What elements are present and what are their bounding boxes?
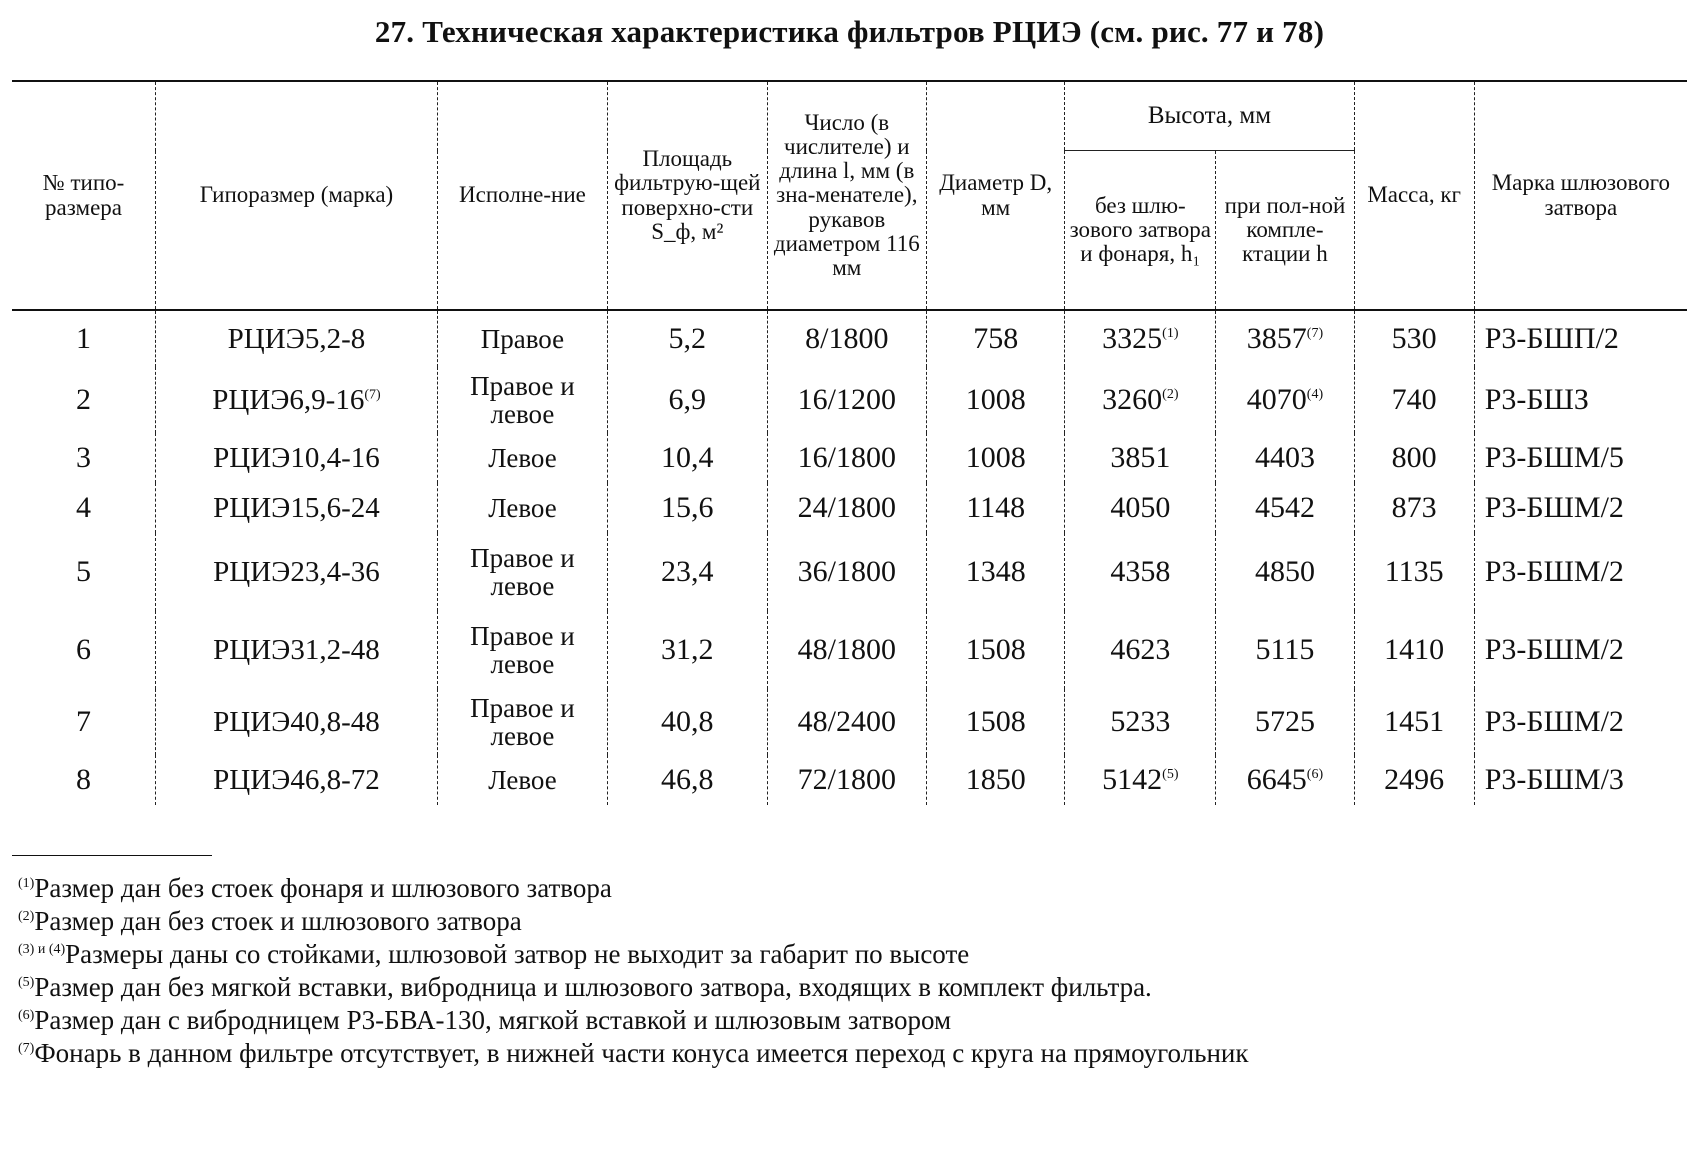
footnote-ref: (6) (1306, 767, 1324, 783)
cell-h1: 5233 (1065, 689, 1216, 755)
footnote-ref: (4) (1306, 387, 1324, 403)
cell-count: 16/1800 (767, 433, 927, 483)
cell-area: 6,9 (608, 367, 768, 433)
filter-spec-table (12, 80, 1687, 805)
cell-area: 5,2 (608, 310, 768, 367)
cell-count: 48/2400 (767, 689, 927, 755)
cell-gate: Р3-БШМ/2 (1474, 611, 1687, 689)
footnote-text: Фонарь в данном фильтре отсутствует, в нижней части конуса имеется переход с круга на прямоугольник (34, 1038, 1249, 1068)
cell-count: 48/1800 (767, 611, 927, 689)
header-diameter: Диаметр D, мм (927, 81, 1065, 310)
footnote-text: Размер дан без стоек фонаря и шлюзового затвора (34, 873, 612, 903)
header-area: Площадь фильтрую-щей поверхно-сти S_ф, м² (608, 81, 768, 310)
cell-mass: 1135 (1354, 533, 1474, 611)
cell-h-value: 6645 (1246, 763, 1307, 797)
footnote-divider (12, 855, 212, 856)
cell-type: РЦИЭ23,4-36 (156, 533, 438, 611)
cell-mass: 740 (1354, 367, 1474, 433)
cell-exec: Правое (437, 310, 607, 367)
cell-count: 8/1800 (767, 310, 927, 367)
cell-h-value: 4070 (1246, 383, 1307, 417)
cell-num: 3 (76, 441, 92, 475)
footnote (18, 905, 1678, 938)
cell-h1 (1065, 367, 1216, 433)
footnote (18, 1004, 1678, 1037)
cell-gate: Р3-БШЗ (1474, 367, 1687, 433)
footnote (18, 872, 1678, 905)
cell-gate: Р3-БШМ/2 (1474, 483, 1687, 533)
cell-gate: Р3-БШМ/5 (1474, 433, 1687, 483)
footnote-ref: (5) (1162, 767, 1179, 783)
cell-gate: Р3-БШП/2 (1474, 310, 1687, 367)
cell-h (1216, 367, 1354, 433)
cell-h1: 3851 (1065, 433, 1216, 483)
cell-diameter: 1008 (927, 367, 1065, 433)
cell-type: РЦИЭ40,8-48 (156, 689, 438, 755)
cell-diameter: 758 (927, 310, 1065, 367)
cell-area: 46,8 (608, 755, 768, 805)
footnote-ref: (1) (1162, 326, 1179, 342)
cell-h: 4542 (1216, 483, 1354, 533)
footnote-mark: (7) (18, 1041, 35, 1056)
cell-type-value: РЦИЭ6,9-16 (212, 383, 365, 416)
cell-type (156, 367, 438, 433)
footnote (18, 938, 1678, 971)
cell-mass: 873 (1354, 483, 1474, 533)
cell-area: 10,4 (608, 433, 768, 483)
table-row (12, 689, 1687, 755)
cell-type: РЦИЭ46,8-72 (156, 755, 438, 805)
header-exec: Исполне-ние (437, 81, 607, 310)
table-row (12, 611, 1687, 689)
cell-h1 (1065, 755, 1216, 805)
cell-mass: 530 (1354, 310, 1474, 367)
cell-gate: Р3-БШМ/2 (1474, 533, 1687, 611)
table-row (12, 755, 1687, 805)
cell-h1: 4358 (1065, 533, 1216, 611)
cell-exec: Левое (437, 755, 607, 805)
footnote-mark: (2) (18, 909, 35, 924)
cell-type: РЦИЭ15,6-24 (156, 483, 438, 533)
cell-area: 31,2 (608, 611, 768, 689)
cell-exec: Правое и левое (437, 611, 607, 689)
header-num: № типо-размера (12, 81, 156, 310)
cell-h: 5115 (1216, 611, 1354, 689)
cell-diameter: 1850 (927, 755, 1065, 805)
table-row (12, 483, 1687, 533)
footnote-ref: (7) (364, 387, 381, 403)
footnote (18, 1037, 1678, 1070)
cell-h1: 4050 (1065, 483, 1216, 533)
cell-diameter: 1508 (927, 611, 1065, 689)
cell-count: 24/1800 (767, 483, 927, 533)
cell-h1-value: 3260 (1102, 383, 1163, 417)
cell-diameter: 1508 (927, 689, 1065, 755)
footnote-mark: (6) (18, 1008, 35, 1023)
cell-h1-value: 3325 (1102, 322, 1163, 356)
cell-gate: Р3-БШМ/2 (1474, 689, 1687, 755)
cell-h (1216, 755, 1354, 805)
cell-h1-value: 5142 (1102, 763, 1163, 797)
header-gate: Марка шлюзового затвора (1474, 81, 1687, 310)
cell-diameter: 1148 (927, 483, 1065, 533)
cell-h: 4403 (1216, 433, 1354, 483)
cell-exec: Правое и левое (437, 367, 607, 433)
cell-exec: Левое (437, 433, 607, 483)
header-h: при пол-ной комплe-ктации h (1216, 151, 1354, 311)
header-h1: без шлю-зового затвора и фонаря, h₁ (1065, 151, 1216, 311)
footnote-mark: (1) (18, 876, 35, 891)
footnotes (18, 872, 1678, 1070)
footnote-ref: (7) (1306, 326, 1324, 342)
cell-num: 2 (76, 383, 92, 417)
cell-count: 36/1800 (767, 533, 927, 611)
cell-num: 1 (76, 322, 92, 356)
table-row (12, 433, 1687, 483)
cell-num: 7 (76, 705, 92, 739)
cell-count: 72/1800 (767, 755, 927, 805)
cell-h (1216, 310, 1354, 367)
cell-type: РЦИЭ31,2-48 (156, 611, 438, 689)
cell-area: 40,8 (608, 689, 768, 755)
footnote (18, 971, 1678, 1004)
cell-type: РЦИЭ10,4-16 (156, 433, 438, 483)
cell-h1 (1065, 310, 1216, 367)
cell-diameter: 1348 (927, 533, 1065, 611)
page-title: 27. Техническая характеристика фильтров РЦИЭ (см. рис. 77 и 78) (374, 14, 1325, 49)
cell-h: 4850 (1216, 533, 1354, 611)
table-row (12, 533, 1687, 611)
footnote-ref: (2) (1162, 387, 1179, 403)
footnote-text: Размер дан без стоек и шлюзового затвора (34, 906, 522, 936)
cell-h-value: 3857 (1246, 322, 1307, 356)
footnote-text: Размер дан с вибродницем Р3-БВА-130, мягкой вставкой и шлюзовым затвором (34, 1005, 952, 1035)
cell-h: 5725 (1216, 689, 1354, 755)
cell-mass: 2496 (1354, 755, 1474, 805)
footnote-text: Размеры даны со стойками, шлюзовой затвор не выходит за габарит по высоте (65, 939, 970, 969)
table-row (12, 367, 1687, 433)
header-type: Гипоразмер (марка) (156, 81, 438, 310)
cell-num: 6 (76, 633, 92, 667)
cell-diameter: 1008 (927, 433, 1065, 483)
cell-type: РЦИЭ5,2-8 (156, 310, 438, 367)
cell-exec: Правое и левое (437, 689, 607, 755)
footnote-mark: (3) и (4) (18, 942, 66, 957)
cell-mass: 1451 (1354, 689, 1474, 755)
cell-area: 15,6 (608, 483, 768, 533)
cell-h1: 4623 (1065, 611, 1216, 689)
header-count: Число (в числителе) и длина l, мм (в зна-менателе), рукавов диаметром 116 мм (767, 81, 927, 310)
cell-gate: Р3-БШМ/3 (1474, 755, 1687, 805)
cell-exec: Левое (437, 483, 607, 533)
cell-count: 16/1200 (767, 367, 927, 433)
cell-num: 8 (76, 763, 92, 797)
footnote-mark: (5) (18, 975, 35, 990)
cell-area: 23,4 (608, 533, 768, 611)
cell-num: 5 (76, 555, 92, 589)
cell-mass: 1410 (1354, 611, 1474, 689)
cell-mass: 800 (1354, 433, 1474, 483)
header-height-group: Высота, мм (1065, 81, 1354, 151)
table-row (12, 310, 1687, 367)
footnote-text: Размер дан без мягкой вставки, вибродница и шлюзового затвора, входящих в комплект фильтра. (34, 972, 1152, 1002)
header-mass: Масса, кг (1354, 81, 1474, 310)
cell-num: 4 (76, 491, 92, 525)
cell-exec: Правое и левое (437, 533, 607, 611)
